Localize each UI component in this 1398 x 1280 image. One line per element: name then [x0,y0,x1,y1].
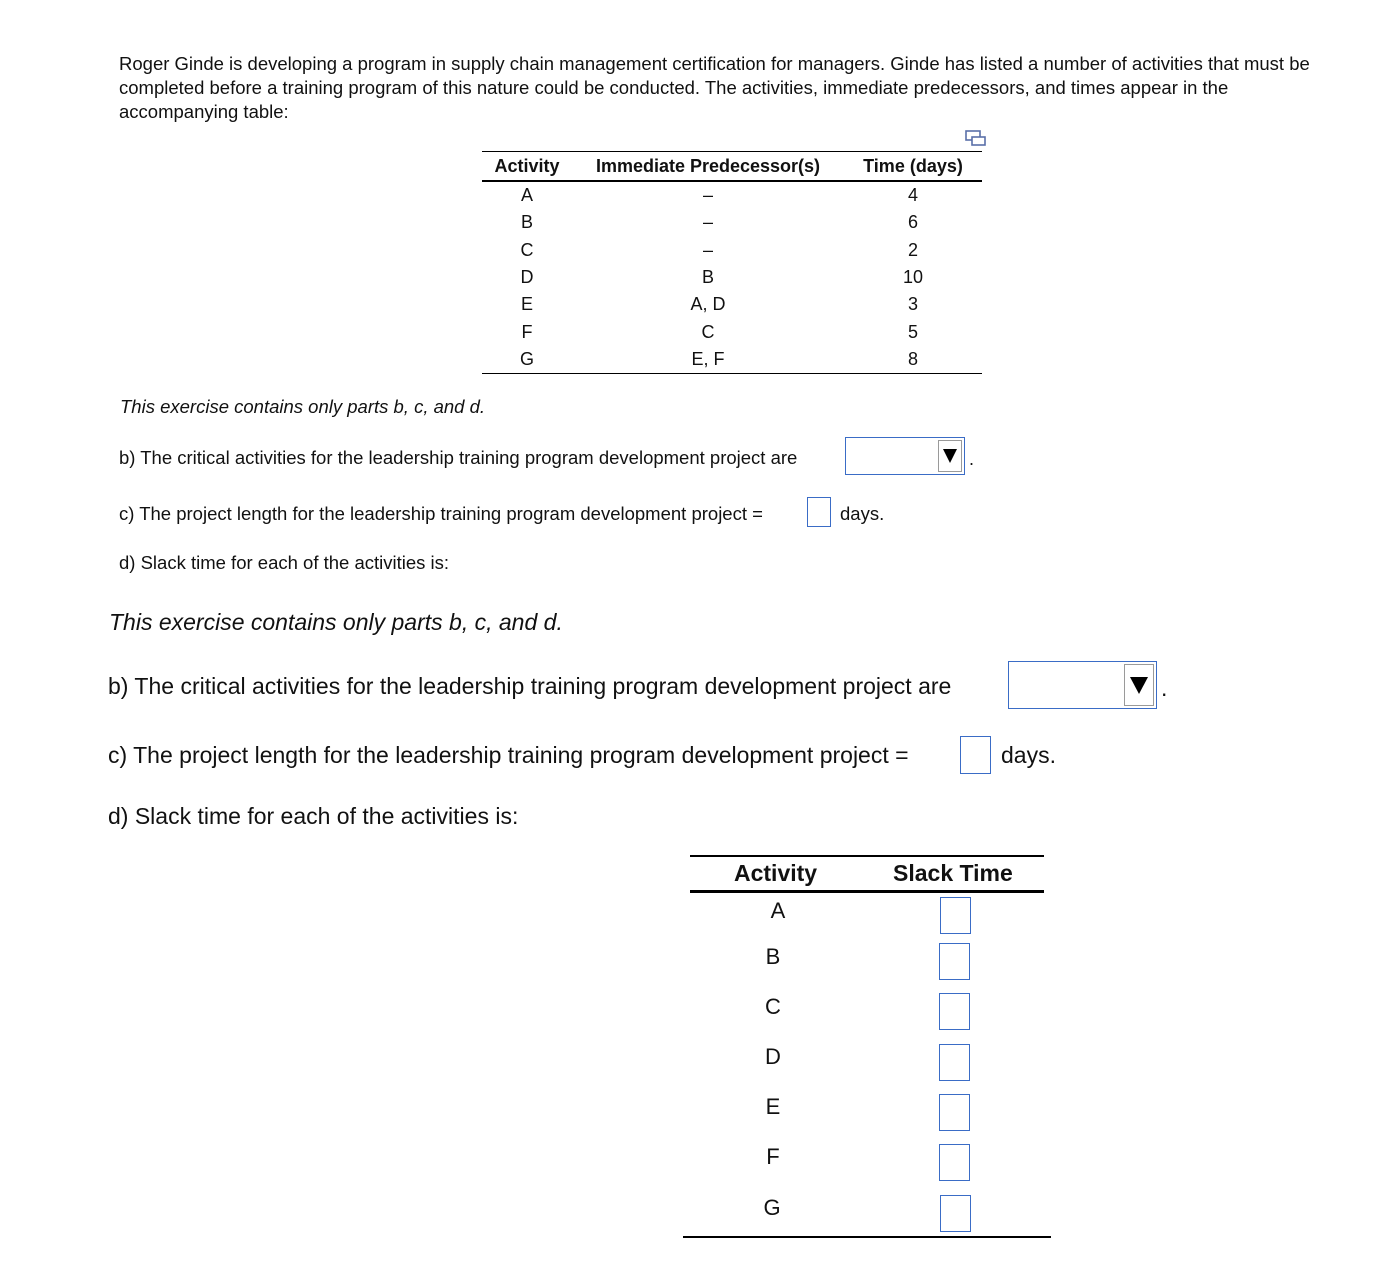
problem-intro: Roger Ginde is developing a program in supply chain management certification for managers. Ginde has listed a number of activities that must be completed before a training program of this nature could be conducted. The activities, immediate predecessors, and times appear in the accompanying table: [119,53,1310,122]
cell-predecessor: B [701,267,714,288]
table-row [482,209,982,236]
cell-predecessor: – [702,239,713,260]
project-length-input[interactable] [960,736,991,774]
cell-activity: G [482,346,572,374]
question-b-small: b) The critical activities for the leadership training program development project are [119,447,798,468]
dropdown-arrow-button[interactable] [938,440,962,472]
cell-time: 6 [907,212,918,233]
cell-time: 4 [907,185,918,206]
slack-input-f[interactable] [939,1144,970,1181]
cell-predecessor: A, D [690,294,726,315]
slack-input-d[interactable] [939,1044,970,1081]
slack-activity-label: E [765,1094,781,1119]
slack-input-g[interactable] [940,1195,971,1232]
slack-activity-label: C [765,994,781,1019]
activity-table [482,151,982,374]
cell-activity: E [520,294,533,315]
table-row [482,264,982,291]
slack-input-e[interactable] [939,1094,970,1131]
critical-activities-dropdown-small[interactable] [845,437,965,475]
cell-activity: B [520,212,533,233]
table-row [482,291,982,318]
question-d-large: d) Slack time for each of the activities is: [108,803,519,829]
table-row [482,181,982,209]
slack-activity-label: B [765,944,781,969]
cell-activity: D [520,267,534,288]
cell-predecessor: – [702,212,713,233]
cell-predecessor: E, F [572,346,844,374]
copy-data-icon[interactable] [965,129,987,147]
period: . [969,449,975,469]
project-length-input-small[interactable] [807,497,831,527]
slack-header-slack-time: Slack Time [893,860,1013,886]
question-c-small: c) The project length for the leadership training program development project = [119,503,763,524]
critical-activities-dropdown[interactable] [1008,661,1157,709]
table-row [482,318,982,345]
slack-activity-label: F [766,1144,780,1169]
table-row [482,346,982,374]
cell-activity: F [521,321,533,342]
cell-predecessor: C [701,321,715,342]
dropdown-arrow-button[interactable] [1124,664,1154,706]
cell-time: 3 [907,294,918,315]
cell-activity: A [520,185,533,206]
table-rule [690,855,1044,857]
question-d-small: d) Slack time for each of the activities is: [119,552,450,573]
days-label-small: days. [840,503,885,524]
table-rule [690,890,1044,893]
table-rule [683,1236,1051,1238]
question-b-large: b) The critical activities for the leadership training program development project are [108,673,952,699]
header-time: Time (days) [844,152,982,182]
table-row [482,237,982,264]
slack-activity-label: A [770,898,786,923]
cell-time: 2 [907,239,918,260]
slack-input-a[interactable] [940,897,971,934]
triangle-down-icon [1130,677,1148,694]
exercise-note-large: This exercise contains only parts b, c, and d. [109,609,563,635]
cell-time: 5 [907,321,918,342]
slack-input-b[interactable] [939,943,970,980]
slack-activity-label: G [763,1195,781,1220]
period: . [1161,675,1168,701]
days-label: days. [1001,742,1056,768]
cell-predecessor: – [702,185,713,206]
header-activity: Activity [482,152,572,182]
question-c-large: c) The project length for the leadership training program development project = [108,742,909,768]
slack-activity-label: D [765,1044,781,1069]
cell-time: 10 [902,267,924,288]
triangle-down-icon [943,449,957,463]
exercise-note-small: This exercise contains only parts b, c, and d. [120,396,486,417]
slack-header-activity: Activity [734,860,818,886]
cell-time: 8 [844,346,982,374]
cell-activity: C [520,239,534,260]
slack-input-c[interactable] [939,993,970,1030]
header-predecessors: Immediate Predecessor(s) [572,152,844,182]
